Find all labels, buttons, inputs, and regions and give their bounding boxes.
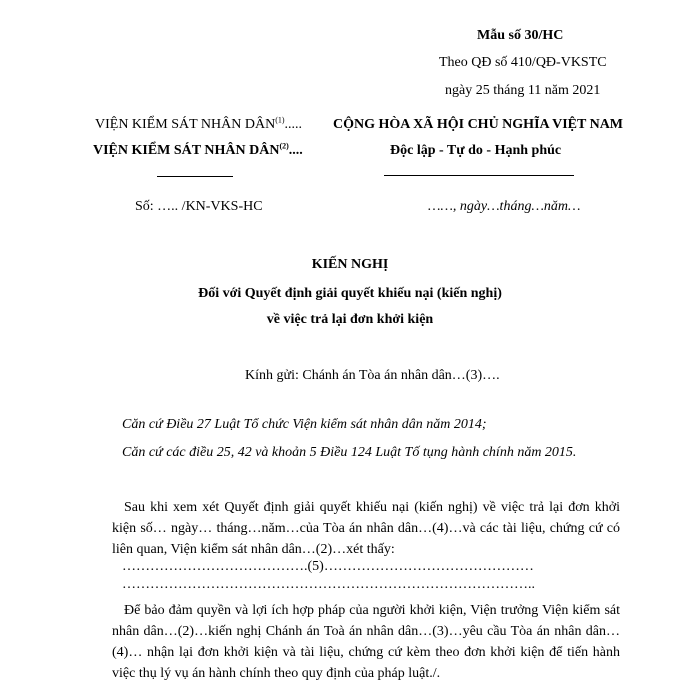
agency-name-2-text: VIỆN KIỂM SÁT NHÂN DÂN (93, 143, 280, 158)
document-number: Số: ….. /KN-VKS-HC (135, 199, 263, 214)
recipient-line: Kính gửi: Chánh án Tòa án nhân dân…(3)…. (245, 368, 500, 383)
agency-underline (157, 176, 233, 177)
fill-line-1: ………………………………….(5)……………………………………… (122, 559, 534, 574)
document-title: KIẾN NGHỊ (311, 257, 389, 272)
agency-name-1-note: (1) (275, 115, 285, 125)
agency-name-1 (95, 117, 302, 133)
legal-basis-2: Căn cứ các điều 25, 42 và khoản 5 Điều 124 Luật Tố tụng hành chính năm 2015. (122, 445, 577, 460)
body-paragraph-2: Để bảo đảm quyền và lợi ích hợp pháp của người khởi kiện, Viện trưởng Viện kiểm sát nhân dân…(2)…kiến nghị Chánh án Toà án nhân dân…(3)…yêu cầu Tòa án nhân dân…(4)… nhận lại đơn khởi kiện và tài liệu, chứng cứ kèm theo đơn khởi kiện để tiến hành việc thụ lý vụ án hành chính theo quy định của pháp luật./. (112, 603, 620, 681)
motto-underline (384, 175, 574, 176)
legal-basis-1: Căn cứ Điều 27 Luật Tổ chức Viện kiểm sát nhân dân năm 2014; (122, 417, 487, 432)
fill-line-2: …………………………………………………………………………….. (122, 577, 535, 592)
national-motto: Độc lập - Tự do - Hạnh phúc (390, 143, 562, 158)
decision-reference: Theo QĐ số 410/QĐ-VKSTC (439, 55, 607, 70)
body-paragraph-1: Sau khi xem xét Quyết định giải quyết khiếu nại (kiến nghị) về việc trả lại đơn khởi kiện số… ngày… tháng…năm…của Tòa án nhân dân…(4)…và các tài liệu, chứng cứ có liên quan, Viện kiểm sát nhân dân…(2)…xét thấy: (112, 500, 620, 557)
nation-name: CỘNG HÒA XÃ HỘI CHỦ NGHĨA VIỆT NAM (333, 117, 624, 132)
agency-name-2 (93, 143, 303, 159)
agency-name-2-note: (2) (279, 141, 289, 151)
agency-name-2-dots: .... (288, 143, 303, 158)
document-subtitle-1: Đối với Quyết định giải quyết khiếu nại (kiến nghị) (198, 286, 502, 301)
agency-name-1-dots: ..... (284, 117, 303, 132)
document-subtitle-2: về việc trả lại đơn khởi kiện (266, 312, 434, 327)
agency-name-1-text: VIỆN KIỂM SÁT NHÂN DÂN (95, 117, 276, 132)
decision-date: ngày 25 tháng 11 năm 2021 (445, 83, 601, 98)
place-and-date: ……, ngày…tháng…năm… (428, 199, 581, 214)
form-number: Mẫu số 30/HC (477, 28, 564, 43)
